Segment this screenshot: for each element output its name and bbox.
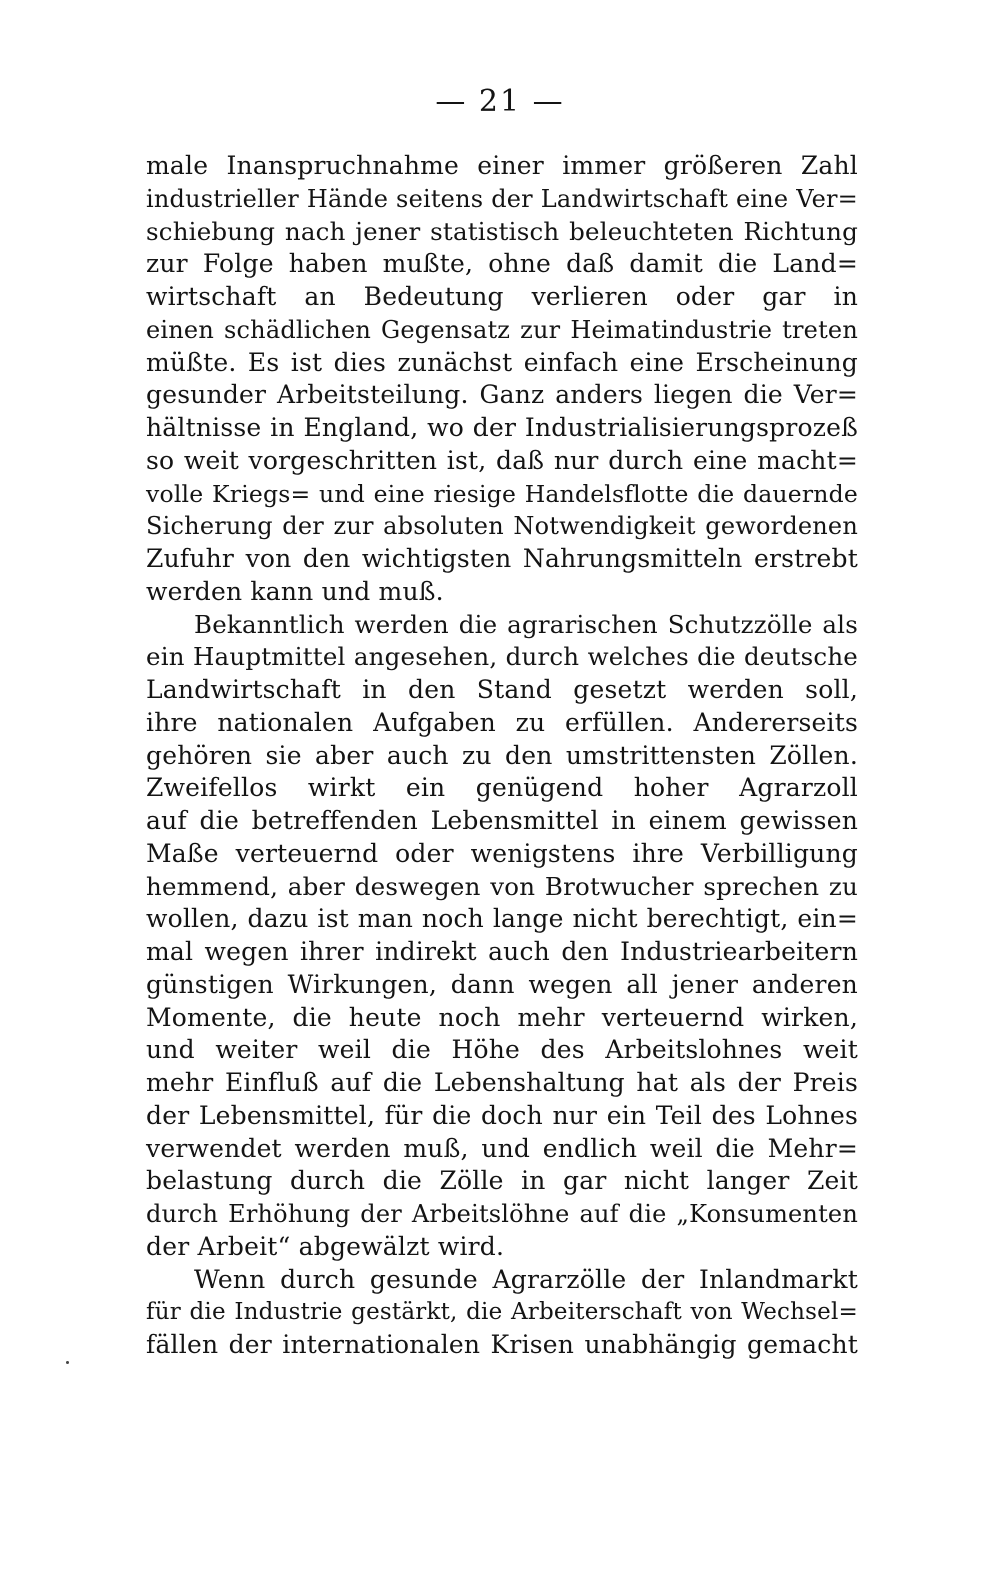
page-number: — 21 — (435, 84, 565, 119)
text-line: verwendet werden muß, und endlich weil die Mehr= (146, 1133, 858, 1163)
text-line: auf die betreffenden Lebensmittel in einem gewissen (146, 806, 858, 835)
text-line: gesunder Arbeitsteilung. Ganz anders liegen die Ver= (146, 380, 858, 410)
text-line: hemmend, aber deswegen von Brotwucher sprechen zu (146, 871, 858, 901)
text-line: so weit vorgeschritten ist, daß nur durch eine macht= (146, 445, 858, 475)
text-line: Zufuhr von den wichtigsten Nahrungsmitteln erstrebt (146, 544, 858, 573)
text-line: mehr Einfluß auf die Lebenshaltung hat als der Preis (146, 1068, 858, 1097)
text-line: fällen der internationalen Krisen unabhängig gemacht (146, 1330, 858, 1359)
text-line: male Inanspruchnahme einer immer größeren Zahl (146, 151, 858, 180)
text-line: günstigen Wirkungen, dann wegen all jener anderen (146, 969, 858, 999)
text-line: für die Industrie gestärkt, die Arbeiterschaft von Wechsel= (146, 1299, 858, 1326)
text-line: Momente, die heute noch mehr verteuernd wirken, (146, 1002, 858, 1032)
text-line: Maße verteuernd oder wenigstens ihre Verbilligung (146, 838, 858, 868)
text-line: durch Erhöhung der Arbeitslöhne auf die „Konsumenten (146, 1200, 858, 1228)
text-line: Sicherung der zur absoluten Notwendigkeit gewordenen (146, 512, 858, 541)
text-line: Zweifellos wirkt ein genügend hoher Agrarzoll (146, 773, 858, 803)
text-line: hältnisse in England, wo der Industrialisierungsprozeß (146, 413, 858, 442)
text-line: Wenn durch gesunde Agrarzölle der Inlandmarkt (194, 1264, 858, 1294)
body-text (146, 150, 858, 1362)
text-line: zur Folge haben mußte, ohne daß damit die Land= (146, 249, 858, 279)
text-line: werden kann und muß. (146, 576, 444, 606)
text-line: gehören sie aber auch zu den umstrittensten Zöllen. (146, 740, 858, 770)
text-line: Bekanntlich werden die agrarischen Schutzzölle als (194, 609, 858, 639)
text-line: wollen, dazu ist man noch lange nicht berechtigt, ein= (146, 904, 858, 934)
text-line: schiebung nach jener statistisch beleuchteten Richtung (146, 216, 858, 246)
text-line: einen schädlichen Gegensatz zur Heimatindustrie treten (146, 315, 858, 344)
text-line: Landwirtschaft in den Stand gesetzt werden soll, (146, 675, 858, 704)
text-line: mal wegen ihrer indirekt auch den Industriearbeitern (146, 937, 858, 966)
text-line: industrieller Hände seitens der Landwirtschaft eine Ver= (146, 184, 858, 213)
text-line: der Lebensmittel, für die doch nur ein Teil des Lohnes (146, 1100, 858, 1130)
text-line: belastung durch die Zölle in gar nicht langer Zeit (146, 1166, 858, 1196)
text-line: müßte. Es ist dies zunächst einfach eine Erscheinung (146, 347, 858, 377)
paper-speck (66, 1361, 69, 1364)
text-line: volle Kriegs= und eine riesige Handelsflotte die dauernde (146, 479, 858, 508)
text-line: ihre nationalen Aufgaben zu erfüllen. Andererseits (146, 707, 858, 737)
text-line: ein Hauptmittel angesehen, durch welches die deutsche (146, 642, 858, 672)
text-line: wirtschaft an Bedeutung verlieren oder gar in (146, 282, 858, 311)
text-line: und weiter weil die Höhe des Arbeitslohnes weit (146, 1035, 858, 1065)
text-line: der Arbeit“ abgewälzt wird. (146, 1231, 505, 1261)
